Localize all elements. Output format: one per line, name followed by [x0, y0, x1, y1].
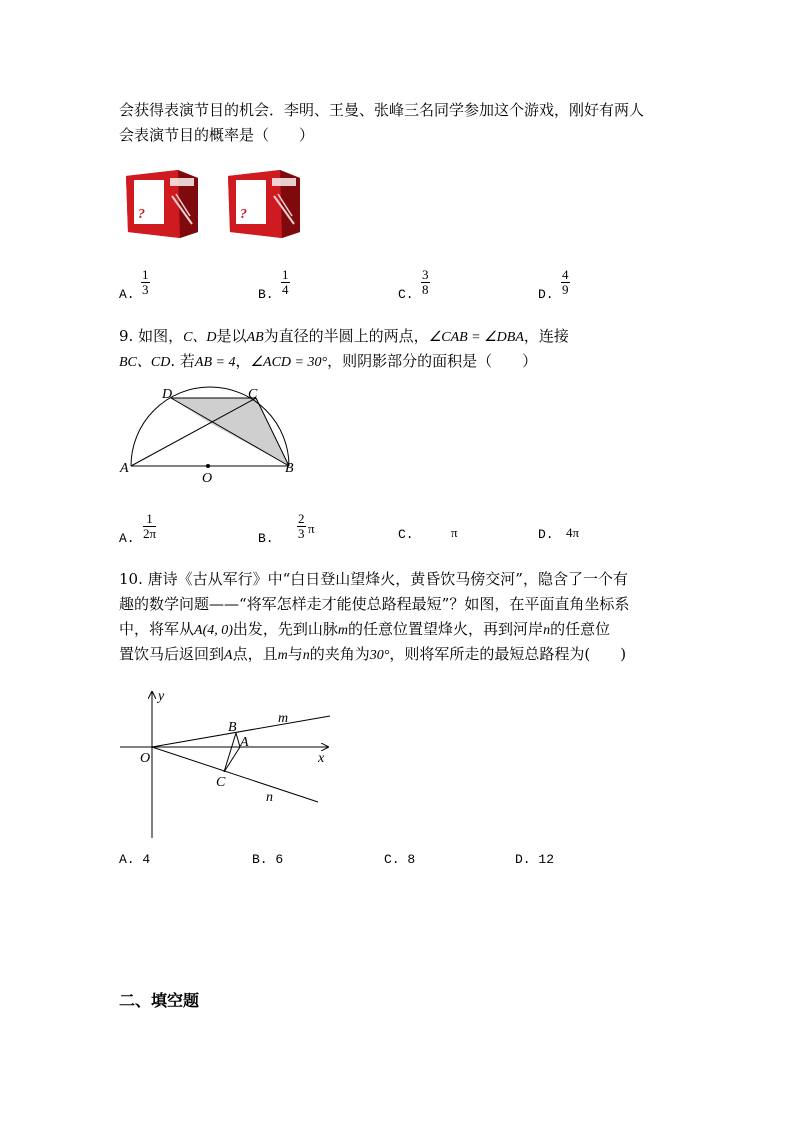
- q10-l3d: 的任意位: [550, 620, 611, 638]
- q10-l4b: 点，且: [232, 645, 278, 663]
- segment-bc: [224, 733, 236, 772]
- q10-l4a: 置饮马后返回到: [119, 645, 225, 663]
- q10-text-line3: [119, 618, 610, 639]
- mystery-box-2-icon: [228, 170, 300, 238]
- label-c: C: [216, 775, 226, 790]
- q10-l4d: 的夹角为: [309, 645, 370, 663]
- q10-n2: n: [302, 648, 310, 663]
- numerator: 1: [142, 267, 149, 282]
- q10-option-d: [515, 852, 554, 867]
- q8-option-b-value: [281, 268, 290, 296]
- q10-option-c-letter: C.: [384, 852, 400, 867]
- q9-option-c-letter: C.: [398, 527, 414, 542]
- denominator: 2π: [143, 525, 157, 541]
- label-b: B: [228, 720, 237, 735]
- q9-mid2: 为直径的半圆上的两点，: [263, 327, 429, 345]
- q9-ab: AB: [246, 330, 264, 345]
- label-a: A: [240, 735, 249, 750]
- q9-angle-equality: ∠CAB = ∠DBA: [428, 330, 524, 345]
- q9-end: ，连接: [523, 327, 569, 345]
- q10-text-line1: 10. 唐诗《古从军行》中“白日登山望烽火，黄昏饮马傍交河”，隐含了一个有: [119, 570, 628, 588]
- q10-option-c-value: 8: [407, 852, 416, 867]
- denominator: 8: [422, 281, 429, 297]
- label-o: O: [140, 751, 151, 766]
- center-point-o: [206, 464, 210, 468]
- numerator: 3: [422, 267, 429, 282]
- q9-text-line1: [119, 325, 569, 346]
- q10-option-d-value: 12: [538, 852, 555, 867]
- q9-option-b-letter: B.: [258, 531, 274, 546]
- label-o: O: [202, 471, 213, 486]
- mystery-boxes-image: [120, 166, 320, 240]
- q8-text-line2: 会表演节目的概率是（ ）: [119, 126, 315, 144]
- label-m: m: [278, 711, 289, 726]
- q10-option-d-letter: D.: [515, 852, 531, 867]
- q10-n: n: [543, 623, 551, 638]
- q10-text-line2: 趣的数学问题——“将军怎样走才能使总路程最短”？如图，在平面直角坐标系: [119, 595, 630, 613]
- q9-angle-acd: ∠ACD = 30°: [250, 355, 328, 370]
- q10-A: A: [224, 648, 233, 663]
- denominator: 3: [142, 281, 149, 297]
- q9-option-a-letter: A.: [119, 531, 135, 546]
- q9-option-c-value: π: [451, 525, 458, 540]
- q10-l4c: 与: [287, 645, 303, 663]
- q9-cd: C、D: [183, 330, 217, 345]
- q10-l4e: ，则将军所走的最短总路程为( ): [389, 645, 627, 663]
- q8-option-d-letter: D.: [538, 287, 554, 302]
- svg-text:?: ?: [138, 207, 145, 222]
- q9-comma: ，: [235, 352, 251, 370]
- q10-text-line4: [119, 643, 626, 664]
- segment-ca: [224, 747, 240, 772]
- q9-end2: ，则阴影部分的面积是（ ）: [327, 352, 538, 370]
- q10-option-a-value: 4: [142, 852, 151, 867]
- q10-m: m: [337, 623, 349, 638]
- label-c: C: [248, 387, 258, 402]
- q9-text-line2: [119, 350, 537, 371]
- q9-prefix: 9. 如图，: [119, 327, 184, 345]
- q10-l3b: 出发，先到山脉: [232, 620, 338, 638]
- q9-option-d-letter: D.: [538, 527, 554, 542]
- q8-text-line1: 会获得表演节目的机会．李明、王曼、张峰三名同学参加这个游戏，刚好有两人: [119, 101, 645, 119]
- q10-option-b-value: 6: [275, 852, 284, 867]
- q10-option-a-letter: A.: [119, 852, 135, 867]
- q9-ab-length: AB = 4: [194, 355, 236, 370]
- q10-angle: 30°: [369, 648, 390, 663]
- q8-option-d-value: [561, 268, 570, 296]
- q8-option-a-letter: A.: [119, 287, 135, 302]
- q10-option-b-letter: B.: [252, 852, 268, 867]
- section-heading-fill-in-blank: 二、填空题: [119, 991, 200, 1010]
- label-y: y: [158, 689, 165, 704]
- q8-option-b-letter: B.: [258, 287, 274, 302]
- q9-option-b-value: [297, 512, 306, 540]
- q10-option-c: [384, 852, 415, 867]
- numerator: 2: [298, 511, 305, 526]
- label-d: D: [162, 387, 173, 402]
- q9-option-d-value: 4π: [566, 525, 580, 540]
- numerator: 4: [562, 267, 569, 282]
- label-a: A: [120, 461, 129, 476]
- q9-mid: 是以: [216, 327, 247, 345]
- q9-semicircle-figure: [116, 384, 306, 488]
- q10-m2: m: [277, 648, 288, 663]
- numerator: 1: [143, 512, 156, 527]
- q10-option-b: [252, 852, 283, 867]
- denominator: 4: [282, 281, 289, 297]
- mystery-box-1-icon: [126, 170, 198, 238]
- label-b: B: [285, 461, 294, 476]
- q9-mid3: . 若: [170, 352, 195, 370]
- numerator: 1: [282, 267, 289, 282]
- svg-text:?: ?: [240, 207, 247, 222]
- q10-option-a: [119, 852, 150, 867]
- q9-bccd: BC、CD: [119, 355, 171, 370]
- q8-option-c-letter: C.: [398, 287, 414, 302]
- denominator: 3: [298, 525, 305, 541]
- q9-option-a-value: [143, 512, 156, 540]
- q8-option-a-value: [141, 268, 150, 296]
- q8-option-c-value: [421, 268, 430, 296]
- q10-coordinate-figure: [116, 686, 340, 846]
- label-x: x: [318, 751, 325, 766]
- label-n: n: [266, 790, 273, 805]
- q10-l3c: 的任意位置望烽火，再到河岸: [348, 620, 544, 638]
- q10-l3a: 中，将军从: [119, 620, 195, 638]
- q9-option-b-pi: π: [308, 521, 315, 536]
- q10-point-a: A(4, 0): [194, 623, 233, 638]
- denominator: 9: [562, 281, 569, 297]
